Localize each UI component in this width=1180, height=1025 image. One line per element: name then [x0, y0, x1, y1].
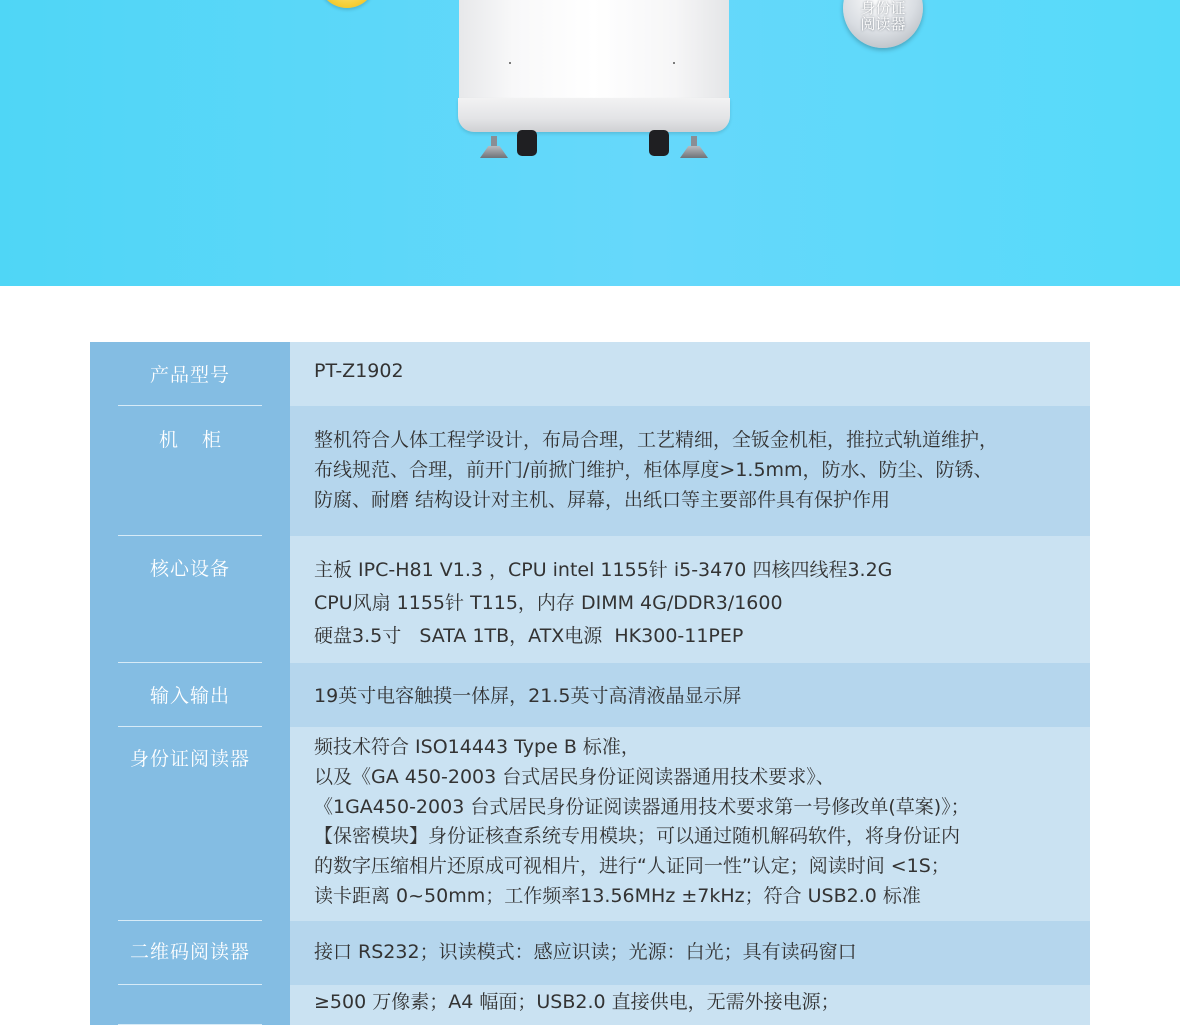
- cabinet-screw: [673, 62, 675, 64]
- spec-label-cell: [90, 536, 290, 663]
- spec-value-cell: [290, 727, 1090, 921]
- leveling-foot: [480, 136, 508, 160]
- spec-value-cell: [290, 985, 1090, 1025]
- spec-label-cell: [90, 985, 290, 1025]
- spec-row-qr-reader: [90, 921, 1090, 985]
- spec-label-cell: [90, 727, 290, 921]
- spec-row-id-reader: [90, 727, 1090, 921]
- caster-wheel: [649, 130, 669, 156]
- spec-row-scanner: [90, 985, 1090, 1025]
- spec-value-cell: [290, 921, 1090, 985]
- spec-value-line: PT-Z1902: [314, 360, 404, 382]
- spec-value-line: 整机符合人体工程学设计，布局合理，工艺精细，全钣金机柜，推拉式轨道维护，: [314, 429, 999, 451]
- product-hero-banner: [0, 0, 1180, 286]
- spec-value-line: 布线规范、合理，前开门/前掀门维护，柜体厚度>1.5mm，防水、防尘、防锈、: [314, 459, 993, 481]
- spec-value-line: 《1GA450-2003 台式居民身份证阅读器通用技术要求第一号修改单(草案)》；: [314, 795, 970, 818]
- spec-value-cell: [290, 406, 1090, 536]
- kiosk-cabinet-body: [459, 0, 729, 102]
- spec-value-line: 硬盘3.5寸 SATA 1TB，ATX电源 HK300-11PEP: [314, 625, 744, 647]
- spec-value-cell: [290, 342, 1090, 406]
- spec-label-cell: [90, 406, 290, 536]
- spec-value-line: 主板 IPC-H81 V1.3 ，CPU intel 1155针 i5-3470 四核四线程3.2G: [314, 559, 893, 581]
- cabinet-screw: [509, 62, 511, 64]
- spec-value-line: 19英寸电容触摸一体屏，21.5英寸高清液晶显示屏: [314, 685, 742, 707]
- spec-label-cell: [90, 663, 290, 727]
- spec-row-core-devices: [90, 536, 1090, 663]
- spec-value-line: 防腐、耐磨 结构设计对主机、屏幕，出纸口等主要部件具有保护作用: [314, 489, 891, 511]
- spec-label: 二维码阅读器: [129, 941, 250, 963]
- spec-value-line: 的数字压缩相片还原成可视相片，进行“人证同一性”认定；阅读时间 <1S；: [314, 855, 950, 878]
- spec-label: 核心设备: [149, 558, 230, 580]
- spec-value-cell: [290, 663, 1090, 727]
- spec-label-cell: [90, 921, 290, 985]
- spec-value-line: 以及《GA 450-2003 台式居民身份证阅读器通用技术要求》、: [314, 765, 835, 788]
- badge-text-line: 身份证: [860, 0, 906, 17]
- spec-label: 产品型号: [149, 364, 230, 386]
- caster-wheel: [517, 130, 537, 156]
- spec-row-model: [90, 342, 1090, 406]
- feature-badge-yellow: [318, 0, 376, 8]
- feature-badge-id-reader: [843, 0, 923, 48]
- kiosk-cabinet-base: [458, 98, 730, 132]
- spec-row-io: [90, 663, 1090, 727]
- spec-value-line: ≥500 万像素；A4 幅面；USB2.0 直接供电，无需外接电源；: [314, 991, 840, 1013]
- spec-value-line: CPU风扇 1155针 T115，内存 DIMM 4G/DDR3/1600: [314, 592, 783, 614]
- badge-text-line: 阅读器: [860, 15, 906, 33]
- spec-value-line: 【保密模块】身份证核查系统专用模块；可以通过随机解码软件，将身份证内: [314, 825, 961, 848]
- spec-table: [90, 342, 1090, 1025]
- spec-label: 机柜: [158, 429, 245, 451]
- spec-value-line: 读卡距离 0~50mm；工作频率13.56MHz ±7kHz；符合 USB2.0 标准: [314, 884, 921, 907]
- spec-value-line: 接口 RS232；识读模式：感应识读；光源：白光；具有读码窗口: [314, 941, 857, 963]
- spec-label: 身份证阅读器: [129, 748, 250, 770]
- spec-value-cell: [290, 536, 1090, 663]
- spec-label-cell: [90, 342, 290, 406]
- spec-row-cabinet: [90, 406, 1090, 536]
- leveling-foot: [680, 136, 708, 160]
- spec-label: 输入输出: [149, 685, 230, 707]
- spec-value-line: 频技术符合 ISO14443 Type B 标准，: [314, 736, 640, 758]
